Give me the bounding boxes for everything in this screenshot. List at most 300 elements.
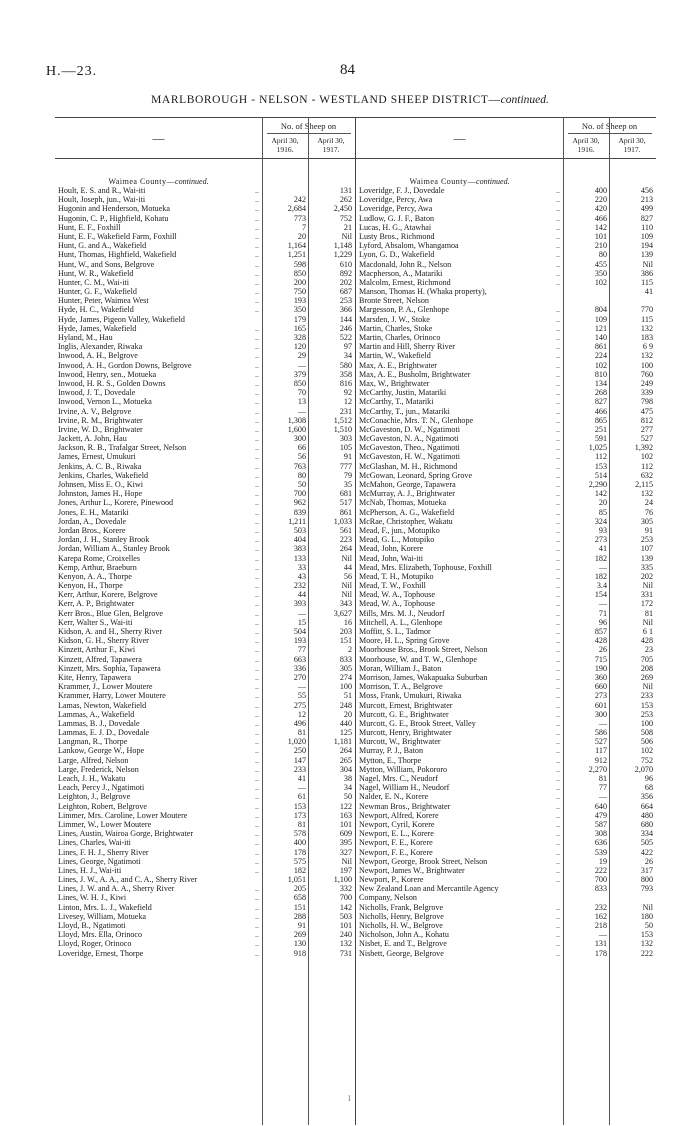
entry-name: Irvine, R. M., Brightwater bbox=[58, 415, 143, 425]
entry-name: Kemp, Arthur, Braeburn bbox=[58, 562, 137, 572]
entry-name: Hyde, James, Pigeon Valley, Wakefield bbox=[58, 314, 185, 324]
table-row bbox=[356, 241, 656, 250]
sheep-1916: 336 bbox=[293, 663, 306, 673]
table-row bbox=[356, 609, 656, 618]
sheep-1917: 760 bbox=[640, 369, 653, 379]
sheep-1916: 404 bbox=[293, 535, 306, 545]
table-row bbox=[356, 903, 656, 912]
sheep-1917: 233 bbox=[640, 691, 653, 701]
leader-dots: .. bbox=[555, 470, 560, 480]
leader-dots: .. bbox=[555, 746, 560, 756]
table-row bbox=[55, 746, 355, 755]
table-row bbox=[55, 857, 355, 866]
entry-name: McGaveston, H. W., Ngatimoti bbox=[359, 452, 460, 462]
sheep-1917: 269 bbox=[640, 672, 653, 682]
sheep-1917: 92 bbox=[343, 388, 352, 398]
table-row bbox=[356, 939, 656, 948]
entry-name: Company, Nelson bbox=[359, 893, 417, 903]
leader-dots: .. bbox=[254, 204, 259, 214]
sheep-1917: 183 bbox=[640, 333, 653, 342]
sheep-1916: 466 bbox=[594, 406, 607, 416]
leader-dots: .. bbox=[254, 562, 259, 572]
sheep-1916: 455 bbox=[594, 259, 607, 269]
sheep-1916: 1,211 bbox=[288, 516, 306, 526]
leader-dots: .. bbox=[254, 921, 259, 930]
leader-dots: .. bbox=[555, 718, 560, 728]
table-row bbox=[55, 379, 355, 388]
table-row bbox=[356, 811, 656, 820]
table-row bbox=[356, 361, 656, 370]
entry-name: Mitchell, A. L., Glenhope bbox=[359, 617, 443, 627]
table-row bbox=[356, 544, 656, 553]
table-row bbox=[356, 223, 656, 232]
entry-name: Lusty Bros., Richmond bbox=[359, 231, 435, 241]
entry-name: Lines, Charles, Wai-iti bbox=[58, 838, 131, 848]
leader-dots: .. bbox=[555, 186, 560, 195]
leader-dots: .. bbox=[254, 342, 259, 352]
entry-name: Morrison, James, Wakapuaka Suburban bbox=[359, 672, 488, 682]
sheep-1916: 7 bbox=[301, 222, 306, 232]
entry-name: Lucas, H. G., Atawhai bbox=[359, 222, 432, 232]
entry-name: Loveridge, Percy, Awa bbox=[359, 195, 433, 205]
leader-dots: .. bbox=[254, 498, 259, 508]
sheep-1916: 640 bbox=[594, 801, 607, 811]
table-row bbox=[55, 278, 355, 287]
sheep-1917: 777 bbox=[339, 461, 352, 471]
sheep-1916: 273 bbox=[594, 535, 607, 545]
sheep-1917: 100 bbox=[339, 682, 352, 692]
sheep-1917: 358 bbox=[339, 369, 352, 379]
entry-name: Hunt, E. F., Foxhill bbox=[58, 222, 121, 232]
entry-name: Karepa Rome, Croixelles bbox=[58, 553, 141, 563]
sheep-1917: 892 bbox=[339, 268, 352, 278]
entry-name: Lammas, B. J., Dovedale bbox=[58, 718, 140, 728]
sheep-1917: 115 bbox=[641, 277, 653, 287]
entry-name: Kerr Bros., Blue Glen, Belgrove bbox=[58, 608, 163, 618]
sheep-1916: 1,251 bbox=[287, 250, 306, 260]
sheep-1916: 504 bbox=[293, 627, 306, 636]
table-row bbox=[55, 673, 355, 682]
entry-name: McGowan, Leonard, Spring Grove bbox=[359, 470, 473, 480]
entry-name: Jordan, J. H., Stanley Brook bbox=[58, 535, 150, 545]
leader-dots: .. bbox=[254, 939, 259, 949]
sheep-1916: 81 bbox=[297, 728, 306, 738]
leader-dots: .. bbox=[555, 535, 560, 545]
leader-dots: .. bbox=[555, 810, 560, 820]
leader-dots: .. bbox=[555, 847, 560, 857]
leader-dots: .. bbox=[555, 544, 560, 554]
entry-name: Mead, W. A., Tophouse bbox=[359, 599, 435, 609]
sheep-1917: 35 bbox=[343, 480, 352, 489]
entry-name: Inwood, Henry, sen., Motueka bbox=[58, 369, 157, 379]
sheep-1917: 79 bbox=[343, 470, 352, 480]
header-divider bbox=[267, 133, 351, 134]
entry-name: Jones, E. H., Matariki bbox=[58, 507, 129, 517]
table-row bbox=[356, 756, 656, 765]
sheep-1917: 274 bbox=[339, 672, 352, 682]
entry-name: Loveridge, Ernest, Thorpe bbox=[58, 948, 144, 958]
leader-dots: .. bbox=[254, 443, 259, 453]
sheep-1916: 300 bbox=[293, 434, 306, 444]
sheep-1917: 752 bbox=[640, 755, 653, 765]
table-row bbox=[55, 590, 355, 599]
sheep-1917: 632 bbox=[640, 470, 653, 480]
sheep-1917: 731 bbox=[339, 948, 352, 958]
entry-name: McGaveston, D. W., Ngatimoti bbox=[359, 424, 460, 434]
sheep-1917: 610 bbox=[339, 259, 352, 269]
table-row bbox=[356, 627, 656, 636]
entry-name: Limmer, W., Lower Moutere bbox=[58, 819, 152, 829]
sheep-1916: 308 bbox=[594, 829, 607, 839]
sheep-1916: 918 bbox=[293, 948, 306, 958]
table-row bbox=[55, 333, 355, 342]
table-row bbox=[55, 572, 355, 581]
leader-dots: .. bbox=[254, 333, 259, 342]
sheep-1917: 163 bbox=[339, 810, 352, 820]
leader-dots: .. bbox=[254, 296, 259, 306]
sheep-1916: 527 bbox=[594, 737, 607, 747]
table-row bbox=[356, 232, 656, 241]
sheep-1917: 97 bbox=[343, 342, 352, 352]
entry-name: Kinzett, Alfred, Tapawera bbox=[58, 654, 142, 664]
sheep-1917: 153 bbox=[640, 700, 653, 710]
entry-name: Moffitt, S. L., Tadmor bbox=[359, 627, 431, 636]
table-row bbox=[356, 278, 656, 287]
table-row bbox=[356, 737, 656, 746]
sheep-1917: 202 bbox=[339, 277, 352, 287]
sheep-1916: 93 bbox=[598, 525, 607, 535]
sheep-1916: 300 bbox=[594, 709, 607, 719]
table-row bbox=[55, 471, 355, 480]
leader-dots: .. bbox=[555, 424, 560, 434]
entry-name: Hunt, W. R., Wakefield bbox=[58, 268, 134, 278]
leader-dots: .. bbox=[555, 599, 560, 609]
table-row bbox=[55, 884, 355, 893]
entry-name: McGlashan, M. H., Richmond bbox=[359, 461, 458, 471]
name-column-header: — bbox=[152, 131, 165, 145]
sheep-1917: 305 bbox=[339, 663, 352, 673]
entry-name: Mills, Mrs. M. J., Neudorf bbox=[359, 608, 445, 618]
table-row bbox=[356, 820, 656, 829]
sheep-1917: 833 bbox=[339, 654, 352, 664]
sheep-1917: 2,070 bbox=[634, 764, 653, 774]
sheep-1917: 505 bbox=[640, 838, 653, 848]
leader-dots: .. bbox=[254, 682, 259, 692]
sheep-1916: 200 bbox=[293, 277, 306, 287]
entry-name: Newport, George, Brook Street, Nelson bbox=[359, 856, 488, 866]
sheep-1917: 305 bbox=[640, 516, 653, 526]
table-row bbox=[356, 535, 656, 544]
sheep-1917: 253 bbox=[640, 709, 653, 719]
leader-dots: .. bbox=[555, 672, 560, 682]
sheep-1917: 303 bbox=[339, 434, 352, 444]
entry-name: Inwood, A. H., Belgrove bbox=[58, 351, 138, 361]
entry-name: Mead, F., jun., Motupiko bbox=[359, 525, 440, 535]
table-row bbox=[55, 682, 355, 691]
table-row bbox=[356, 664, 656, 673]
leader-dots: .. bbox=[555, 829, 560, 839]
entry-name: Inwood, A. H., Gordon Downs, Belgrove bbox=[58, 360, 192, 370]
leader-dots: .. bbox=[254, 360, 259, 370]
sheep-1916: — bbox=[598, 599, 607, 609]
entry-name: Newport, James W., Brightwater bbox=[359, 865, 465, 875]
sheep-1916: 360 bbox=[594, 672, 607, 682]
entry-name: Lammas, A., Wakefield bbox=[58, 709, 135, 719]
entry-name: Lyon, G. D., Wakefield bbox=[359, 250, 435, 260]
sheep-1916: 250 bbox=[293, 746, 306, 756]
entry-name: Lines, H. J., Wai-iti bbox=[58, 865, 122, 875]
table-row bbox=[55, 756, 355, 765]
sheep-1916: 153 bbox=[594, 461, 607, 471]
table-row bbox=[356, 921, 656, 930]
sheep-1916: 117 bbox=[595, 746, 607, 756]
sheep-1916: 120 bbox=[293, 342, 306, 352]
leader-dots: .. bbox=[555, 865, 560, 875]
entry-name: McMurray, A. J., Brightwater bbox=[359, 489, 455, 499]
table-row bbox=[356, 452, 656, 461]
table-row bbox=[356, 315, 656, 324]
sheep-1916: 383 bbox=[293, 544, 306, 554]
leader-dots: .. bbox=[555, 682, 560, 692]
table-row bbox=[55, 498, 355, 507]
sheep-1917: 34 bbox=[343, 783, 352, 793]
table-row bbox=[55, 710, 355, 719]
entry-name: Hunter, G. F., Wakefield bbox=[58, 287, 137, 297]
table-row bbox=[55, 875, 355, 884]
sheep-1916: 66 bbox=[297, 443, 306, 453]
entry-name: Kidson, G. H., Sherry River bbox=[58, 636, 149, 646]
table-row bbox=[356, 489, 656, 498]
entry-name: Mead, W. A., Tophouse bbox=[359, 590, 435, 600]
entry-name: McCarthy, Justin, Matariki bbox=[359, 388, 447, 398]
leader-dots: .. bbox=[254, 424, 259, 434]
sheep-1916: 112 bbox=[595, 452, 607, 462]
table-row bbox=[55, 792, 355, 801]
leader-dots: .. bbox=[555, 461, 560, 471]
entry-name: Kerr, A. P., Brightwater bbox=[58, 599, 135, 609]
entry-name: Murray, P. J., Baton bbox=[359, 746, 423, 756]
sheep-1916: 233 bbox=[293, 764, 306, 774]
entry-name: Newport, F. E., Korere bbox=[359, 838, 433, 848]
county-heading: Waimea County—continued. bbox=[409, 177, 510, 186]
sheep-1917: 102 bbox=[640, 452, 653, 462]
table-row bbox=[356, 498, 656, 507]
table-row bbox=[55, 599, 355, 608]
sheep-1916: 420 bbox=[594, 204, 607, 214]
entry-name: Kidson, A. and H., Sherry River bbox=[58, 627, 163, 636]
sheep-1916: 109 bbox=[594, 314, 607, 324]
sheep-1917: 132 bbox=[640, 489, 653, 499]
sheep-1916: — bbox=[297, 406, 306, 416]
entry-name: Lines, J. W. and A. A., Sherry River bbox=[58, 884, 175, 894]
leader-dots: .. bbox=[254, 231, 259, 241]
leader-dots: .. bbox=[555, 590, 560, 600]
leader-dots: .. bbox=[555, 268, 560, 278]
sheep-1917: 700 bbox=[339, 893, 352, 903]
sheep-1916: — bbox=[297, 682, 306, 692]
leader-dots: .. bbox=[555, 415, 560, 425]
leader-dots: .. bbox=[555, 480, 560, 489]
leader-dots: .. bbox=[254, 911, 259, 921]
leader-dots: .. bbox=[555, 939, 560, 949]
sheep-1917: 1,512 bbox=[333, 415, 352, 425]
table-row bbox=[55, 526, 355, 535]
sheep-1917: 517 bbox=[339, 498, 352, 508]
leader-dots: .. bbox=[254, 764, 259, 774]
table-row bbox=[356, 186, 656, 195]
sheep-1917: 816 bbox=[339, 378, 352, 388]
sheep-1917: 475 bbox=[640, 406, 653, 416]
entry-name: Hugonin, C. P., Highfield, Kohatu bbox=[58, 213, 169, 223]
sheep-1916: 393 bbox=[293, 599, 306, 609]
table-row bbox=[55, 903, 355, 912]
leader-dots: .. bbox=[555, 645, 560, 655]
table-row bbox=[356, 434, 656, 443]
leader-dots: .. bbox=[254, 755, 259, 765]
leader-dots: .. bbox=[555, 369, 560, 379]
sheep-1916: 496 bbox=[293, 718, 306, 728]
sheep-1917: 506 bbox=[640, 737, 653, 747]
page-title bbox=[0, 94, 700, 106]
table-row bbox=[55, 260, 355, 269]
entry-name: Murcott, W., Brightwater bbox=[359, 737, 441, 747]
sheep-1917: 132 bbox=[339, 939, 352, 949]
sheep-1916: 3.4 bbox=[596, 581, 607, 591]
sheep-1916: 193 bbox=[293, 636, 306, 646]
table-row bbox=[356, 324, 656, 333]
sheep-1916: 539 bbox=[594, 847, 607, 857]
sheep-1917: 101 bbox=[339, 921, 352, 930]
leader-dots: .. bbox=[555, 774, 560, 783]
leader-dots: .. bbox=[555, 443, 560, 453]
page-number: 84 bbox=[340, 62, 355, 78]
table-row bbox=[55, 204, 355, 213]
sheep-1917: 50 bbox=[343, 792, 352, 802]
table-row bbox=[55, 452, 355, 461]
leader-dots: .. bbox=[254, 599, 259, 609]
sheep-1916: 275 bbox=[293, 700, 306, 710]
leader-dots: .. bbox=[254, 893, 259, 903]
table-row bbox=[356, 296, 656, 305]
entry-name: Mead, John, Wai-iti bbox=[359, 553, 423, 563]
entry-name: Jordan, William A., Stanley Brook bbox=[58, 544, 170, 554]
sheep-1917: 96 bbox=[644, 774, 653, 783]
table-row bbox=[356, 342, 656, 351]
entry-name: Lines, Austin, Wairoa Gorge, Brightwater bbox=[58, 829, 194, 839]
entry-name: Nalder, E. N., Korere bbox=[359, 792, 429, 802]
leader-dots: .. bbox=[254, 737, 259, 747]
leader-dots: .. bbox=[555, 948, 560, 958]
table-row bbox=[55, 893, 355, 902]
table-row bbox=[356, 857, 656, 866]
leader-dots: .. bbox=[555, 636, 560, 646]
entry-name: Murcott, Ernest, Brightwater bbox=[359, 700, 453, 710]
sheep-1917: 386 bbox=[640, 268, 653, 278]
table-row bbox=[55, 535, 355, 544]
leader-dots: .. bbox=[555, 314, 560, 324]
table-header bbox=[356, 117, 656, 159]
sheep-1916: 205 bbox=[293, 884, 306, 894]
sheep-1916: 273 bbox=[594, 691, 607, 701]
sheep-1916: 833 bbox=[594, 884, 607, 894]
leader-dots: .. bbox=[254, 728, 259, 738]
entry-name: New Zealand Loan and Mercantile Agency bbox=[359, 884, 499, 894]
sheep-1916: 130 bbox=[293, 939, 306, 949]
table-row bbox=[55, 443, 355, 452]
leader-dots: .. bbox=[254, 388, 259, 398]
sheep-1917: 680 bbox=[640, 819, 653, 829]
sheep-1917: 356 bbox=[640, 792, 653, 802]
entry-name: Kenyon, H., Thorpe bbox=[58, 581, 123, 591]
sheep-1917: 265 bbox=[339, 755, 352, 765]
leader-dots: .. bbox=[254, 287, 259, 297]
entry-name: Krammer, J., Lower Moutere bbox=[58, 682, 153, 692]
table-row bbox=[55, 232, 355, 241]
table-row bbox=[55, 250, 355, 259]
sheep-1916: 193 bbox=[293, 296, 306, 306]
sheep-1916: 80 bbox=[598, 250, 607, 260]
leader-dots: .. bbox=[555, 351, 560, 361]
leader-dots: .. bbox=[254, 406, 259, 416]
table-row bbox=[55, 508, 355, 517]
sheep-1917: 213 bbox=[640, 195, 653, 205]
entry-name: Manson, Thomas H. (Whaka property), bbox=[359, 287, 487, 297]
sheep-1916: 1,051 bbox=[287, 875, 306, 885]
leader-dots: .. bbox=[555, 581, 560, 591]
leader-dots: .. bbox=[555, 489, 560, 499]
sheep-1916: 19 bbox=[598, 856, 607, 866]
table-row bbox=[55, 517, 355, 526]
sheep-1916: 660 bbox=[594, 682, 607, 692]
leader-dots: .. bbox=[254, 195, 259, 205]
entry-name: Hunt, G. and A., Wakefield bbox=[58, 241, 147, 251]
table-row bbox=[356, 526, 656, 535]
table-row bbox=[55, 802, 355, 811]
table-row bbox=[55, 370, 355, 379]
leader-dots: .. bbox=[254, 186, 259, 195]
leader-dots: .. bbox=[555, 627, 560, 636]
sheep-1917: 861 bbox=[339, 507, 352, 517]
sheep-1916: 1,164 bbox=[287, 241, 306, 251]
entry-name: Mead, T. H., Motupiko bbox=[359, 571, 434, 581]
sheep-1917: 343 bbox=[339, 599, 352, 609]
sheep-1916: 636 bbox=[594, 838, 607, 848]
sheep-1916: 61 bbox=[297, 792, 306, 802]
sheep-1916: 962 bbox=[293, 498, 306, 508]
leader-dots: .. bbox=[555, 728, 560, 738]
entry-name: Mead, T. W., Foxhill bbox=[359, 581, 426, 591]
entry-name: Murcott, Henry, Brightwater bbox=[359, 728, 452, 738]
sheep-1916: 1,025 bbox=[588, 443, 607, 453]
table-row bbox=[55, 324, 355, 333]
entry-name: Mead, John, Korere bbox=[359, 544, 424, 554]
table-row bbox=[356, 599, 656, 608]
leader-dots: .. bbox=[555, 333, 560, 342]
table-row bbox=[55, 728, 355, 737]
leader-dots: .. bbox=[254, 470, 259, 480]
entry-name: Moorhouse Bros., Brook Street, Nelson bbox=[359, 645, 488, 655]
leader-dots: .. bbox=[254, 792, 259, 802]
leader-dots: .. bbox=[254, 663, 259, 673]
sheep-1916: 251 bbox=[594, 424, 607, 434]
sheep-1917: Nil bbox=[341, 553, 352, 563]
entry-name: Jenkins, Charles, Wakefield bbox=[58, 470, 149, 480]
leader-dots: .. bbox=[254, 222, 259, 232]
table-row bbox=[55, 544, 355, 553]
sheep-1917: 508 bbox=[640, 728, 653, 738]
entry-name: Inwood, H. R. S., Golden Downs bbox=[58, 378, 166, 388]
sheep-1916: 162 bbox=[594, 911, 607, 921]
